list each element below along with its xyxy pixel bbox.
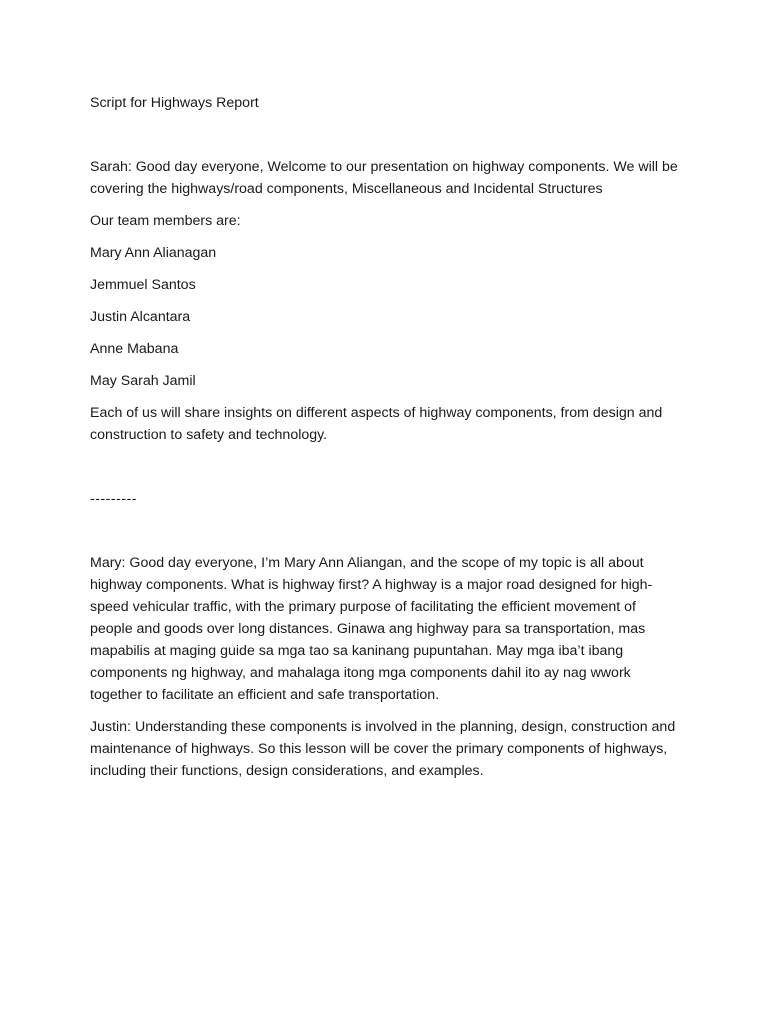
intro-paragraph: Sarah: Good day everyone, Welcome to our presentation on highway components. We will be covering the highways/road components, Miscellaneous and Incidental Structures <box>90 159 678 197</box>
section-divider: --------- <box>90 491 138 507</box>
mary-paragraph: Mary: Good day everyone, I’m Mary Ann Aliangan, and the scope of my topic is all about highway components. What is highway first? A highway is a major road designed for high-speed vehicular traffic, with the primary purpose of facilitating the efficient movement of people and goods over long distances. Ginawa ang highway para sa transportation, mas mapabilis at maging guide sa mga tao sa kaninang pupuntahan. May mga iba’t ibang components ng highway, and mahalaga itong mga components dahil ito ay nag wwork together to facilitate an efficient and safe transportation. <box>90 555 653 703</box>
team-member: Mary Ann Alianagan <box>90 245 217 261</box>
team-member: Justin Alcantara <box>90 309 191 325</box>
insights-paragraph: Each of us will share insights on different aspects of highway components, from design and construction to safety and technology. <box>90 405 663 443</box>
team-member: May Sarah Jamil <box>90 373 196 389</box>
team-member: Anne Mabana <box>90 341 179 357</box>
team-heading: Our team members are: <box>90 213 241 229</box>
justin-paragraph: Justin: Understanding these components is involved in the planning, design, construction and maintenance of highways. So this lesson will be cover the primary components of highways, including their functions, design considerations, and examples. <box>90 719 676 779</box>
team-member: Jemmuel Santos <box>90 277 196 293</box>
document-body <box>90 92 680 782</box>
document-title: Script for Highways Report <box>90 95 259 111</box>
